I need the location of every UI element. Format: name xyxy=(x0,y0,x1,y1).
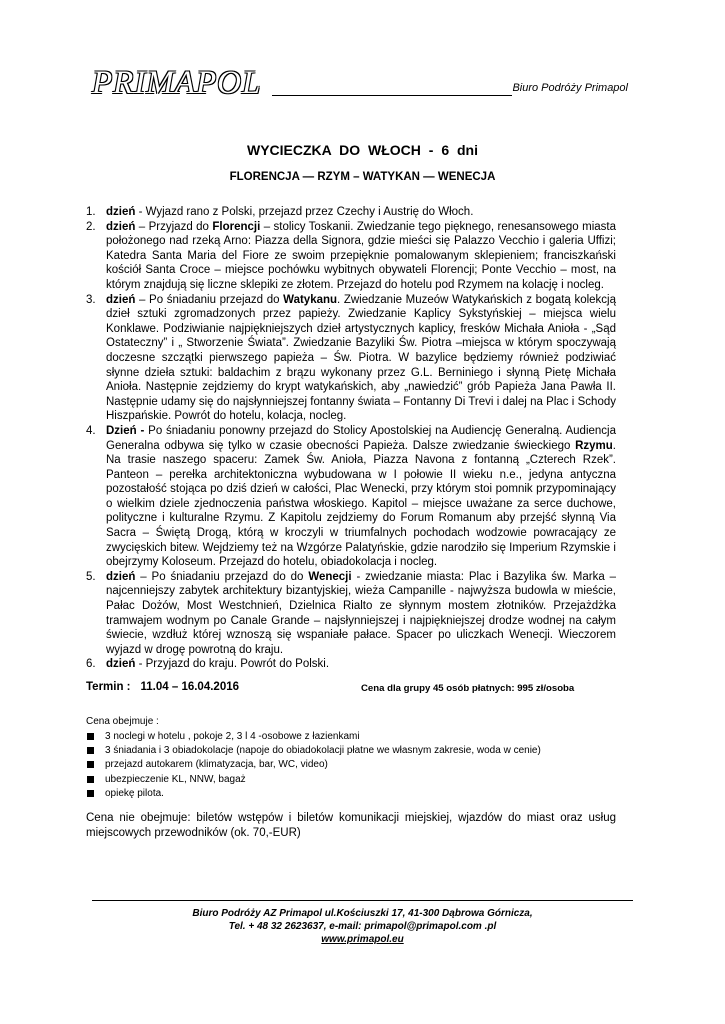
page-title: WYCIECZKA DO WŁOCH - 6 dni xyxy=(246,142,479,158)
day-3 xyxy=(86,293,616,424)
list-item xyxy=(86,758,541,772)
day-number: 6. xyxy=(86,658,96,671)
included-item: przejazd autokarem (klimatyzacja, bar, WC, video) xyxy=(105,759,328,771)
included-list xyxy=(86,730,541,801)
day-label: dzień xyxy=(106,658,136,671)
day-description: – stolicy Toskanii. Zwiedzanie tego pięknego, renesansowego miasta położonego nad rzeką Arno: Piazza della Signora, gdzie mieści się Palazzo Vecchio i galeria Uffizi; Katedra Santa Maria del Fiore ze swoim przepięknie pomalowanym sklepieniem; franciszkański kościół Santa Croce – miejsce pochówku wybitnych obywateli Florencji; Ponte Vecchio – most, na którym znajdują się liczne sklepiki ze złotem. Przejazd do hotelu pod Rzymem na kolację i nocleg. xyxy=(106,220,616,291)
day-description: – Po śniadaniu przejazd do xyxy=(135,293,284,306)
day-place: Wenecji xyxy=(308,570,352,583)
day-6 xyxy=(86,657,616,672)
square-bullet-icon xyxy=(87,747,94,754)
list-item xyxy=(86,787,541,801)
term-dates: 11.04 – 16.04.2016 xyxy=(140,681,240,693)
header-rule xyxy=(272,95,512,96)
day-number: 2. xyxy=(86,220,96,233)
footer-contact xyxy=(0,907,725,946)
footer-phone-email: Tel. + 48 32 2623637, e-mail: primapol@primapol.com .pl xyxy=(228,921,497,932)
list-item xyxy=(86,744,541,758)
day-label: dzień xyxy=(106,293,136,306)
square-bullet-icon xyxy=(87,776,94,783)
not-included-text: Cena nie obejmuje: biletów wstępów i biletów komunikacji miejskiej, wjazdów do miast oraz usług miejscowych przewodników (ok. 70,-EUR) xyxy=(86,812,616,839)
included-item: 3 śniadania i 3 obiadokolacje (napoje do obiadokolacji płatne we własnym zakresie, woda w cenie) xyxy=(105,745,541,757)
day-4 xyxy=(86,424,616,570)
day-label: dzień xyxy=(106,206,136,218)
route-subtitle: FLORENCJA — RZYM – WATYKAN — WENECJA xyxy=(229,171,496,183)
square-bullet-icon xyxy=(87,790,94,797)
day-2 xyxy=(86,220,616,293)
primapol-logo: PRIMAPOL xyxy=(92,65,262,101)
website-link[interactable]: www.primapol.eu xyxy=(321,934,404,945)
trip-term xyxy=(86,681,239,693)
day-description: - Przyjazd do kraju. Powrót do Polski. xyxy=(135,658,330,671)
day-description: - zwiedzanie miasta: Plac i Bazylika św. Marka – najcenniejszy zabytek architektury bizantyjskiej, wieża Campanille - najwyższa budowla w mieście, Pałac Dożów, Most Westchnień, Dzielnica Rialto ze słynnym mostem złotników. Przejażdżka tramwajem wodnym po Canale Grande – najsłynniejszej i najpiękniejszej drodze wodnej na całym świecie, wzdłuż której wznoszą się wspaniałe pałace. Spacer po uliczkach Wenecji. Wieczorem wyjazd w drogę powrotną do kraju. xyxy=(106,570,616,656)
list-item xyxy=(86,773,541,787)
agency-name: Biuro Podróży Primapol xyxy=(512,82,628,94)
day-description: . Zwiedzanie Muzeów Watykańskich z bogatą kolekcją dzieł sztuki zgromadzonych przez papieży. Zwiedzanie Kaplicy Sykstyńskiej – miejsca wielu Konklawe. Podziwianie najpiękniejszych dzieł artystycznych kaplicy, fresków Michała Anioła - „Sąd Ostateczny” i „ Stworzenie Świata”. Zwiedzanie Bazyliki Św. Piotra –miejsca w którym spoczywają doczesne szczątki pierwszego papieża – Św. Piotra. W bazylice będziemy również podziwiać słynne dzieła sztuki: baldachim z brązu wykonany przez G.L. Berniniego i słynną Pietę Michała Anioła. Następnie zejdziemy do krypt watykańskich, aby „nawiedzić” grób Papieża Jana Pawła II. Następnie udamy się do najsłynniejszej fontanny świata – Fontanny Di Trevi i dalej na Plac i Schody Hiszpańskie. Powrót do hotelu, kolacja, nocleg. xyxy=(106,293,616,423)
day-description: Po śniadaniu ponowny przejazd do Stolicy Apostolskiej na Audiencję Generalną. Audiencja Generalna odbywa się tylko w czasie obecności Papieża. Dalsze zwiedzanie świeckiego xyxy=(106,424,616,452)
day-description: – Przyjazd do xyxy=(135,220,213,233)
letterhead xyxy=(92,66,640,100)
day-number: 1. xyxy=(86,206,96,218)
itinerary-list xyxy=(86,205,616,672)
day-number: 5. xyxy=(86,570,96,583)
day-place: Rzymu xyxy=(575,439,613,452)
square-bullet-icon xyxy=(87,761,94,768)
footer-address: Biuro Podróży AZ Primapol ul.Kościuszki 17, 41-300 Dąbrowa Górnicza, xyxy=(192,908,533,919)
day-1 xyxy=(86,205,616,220)
included-item: ubezpieczenie KL, NNW, bagaż xyxy=(105,773,246,785)
day-label: dzień xyxy=(106,220,136,233)
day-place: Watykanu xyxy=(283,293,338,306)
term-label: Termin : xyxy=(86,681,131,693)
list-item xyxy=(86,730,541,744)
included-item: 3 noclegi w hotelu , pokoje 2, 3 l 4 -osobowe z łazienkami xyxy=(105,731,360,742)
day-place: Florencji xyxy=(212,220,261,233)
included-item: opiekę pilota. xyxy=(105,787,164,799)
group-price: Cena dla grupy 45 osób płatnych: 995 zł/osoba xyxy=(361,683,575,694)
square-bullet-icon xyxy=(87,733,94,740)
day-number: 4. xyxy=(86,424,96,437)
day-description: - Wyjazd rano z Polski, przejazd przez Czechy i Austrię do Włoch. xyxy=(135,206,474,218)
day-number: 3. xyxy=(86,293,96,306)
day-description: . Na trasie naszego spaceru: Zamek Św. Anioła, Piazza Navona z fontanną „Czterech Rzek”. Panteon – perełka architektoniczna wybudowana w I połowie II wieku n.e., jedyna antyczna pozostałość stojąca po dziś dzień w całości, Plac Wenecki, przy którym stoi pomnik przypominający o wielkim dziele zjednoczenia państwa włoskiego. Kapitol – miejsce uważane za serce duchowe, polityczne i kulturalne Rzymu. Z Kapitolu zejdziemy do Forum Romanum aby przejść słynną Via Sacra – Świętą Drogą, którą w kroczyli w triumfalnych pochodach wodzowie powracający ze zwycięskich bitew. Wejdziemy też na Wzgórze Palatyńskie, gdzie narodziło się Imperium Rzymskie i obejrzymy Koloseum. Przejazd do hotelu, obiadokolacja i nocleg. xyxy=(106,439,616,569)
footer-rule xyxy=(92,900,633,901)
day-label: Dzień - xyxy=(106,424,145,437)
day-description: – Po śniadaniu przejazd do do xyxy=(135,570,309,583)
day-label: dzień xyxy=(106,570,136,583)
day-5 xyxy=(86,570,616,658)
included-heading: Cena obejmuje : xyxy=(86,716,159,727)
